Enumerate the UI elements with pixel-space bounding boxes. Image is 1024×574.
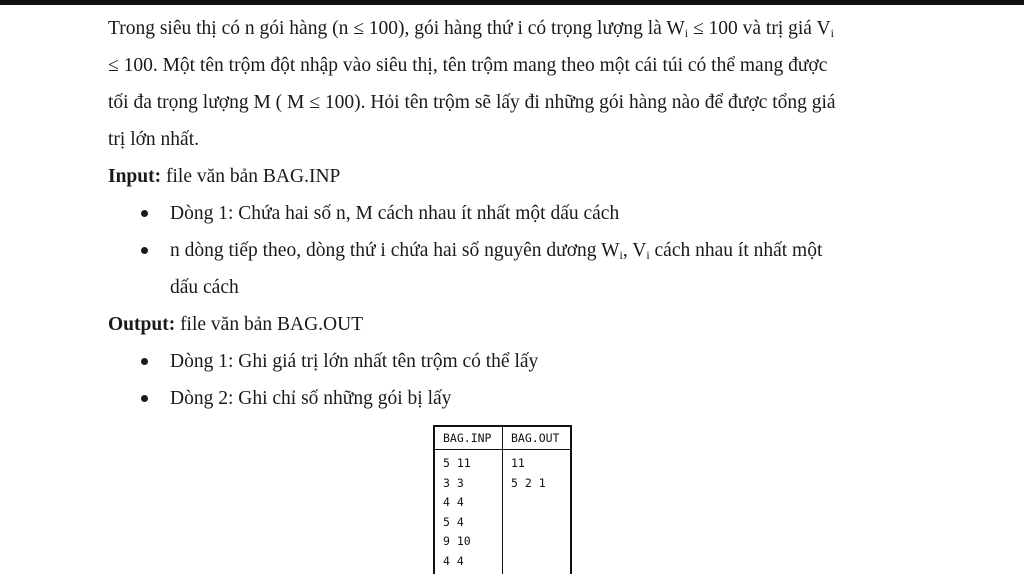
top-border-bar (0, 0, 1024, 5)
input-heading (108, 158, 908, 195)
example-io-table (433, 425, 572, 574)
inp-content-cell: 5 11 3 3 4 4 5 4 9 10 4 4 (434, 450, 503, 574)
bullet-dot (141, 247, 148, 254)
output-bullet-1: Dòng 1: Ghi giá trị lớn nhất tên trộm có thể lấy (108, 343, 895, 380)
intro-line-4: trị lớn nhất. (108, 129, 200, 150)
intro-line-2: ≤ 100. Một tên trộm đột nhập vào siêu thị, tên trộm mang theo một cái túi có thể mang được (108, 55, 828, 76)
inp-header: BAG.INP (434, 426, 503, 450)
out-content-cell: 11 5 2 1 (503, 450, 572, 574)
bullet-dot (141, 395, 148, 402)
table-header-row (434, 426, 571, 450)
output-bullet-list (108, 343, 908, 417)
bullet-dot (141, 210, 148, 217)
output-label: Output: (108, 314, 176, 335)
out-header: BAG.OUT (503, 426, 572, 450)
table-body-row (434, 450, 571, 574)
intro-line-3: tối đa trọng lượng M ( M ≤ 100). Hỏi tên trộm sẽ lấy đi những gói hàng nào để được tổng giá (108, 92, 836, 113)
input-bullet-2: n dòng tiếp theo, dòng thứ i chứa hai số nguyên dương $W_i$, $V_i$ cách nhau ít nhất một dấu cách (108, 232, 895, 306)
output-bullet-2: Dòng 2: Ghi chỉ số những gói bị lấy (108, 380, 895, 417)
intro-line-1: Trong siêu thị có n gói hàng (n ≤ 100), gói hàng thứ i có trọng lượng là $W_i \le 100$ và trị giá $V_i$ (108, 18, 834, 40)
input-label: Input: (108, 166, 162, 187)
bullet-dot (141, 358, 148, 365)
input-bullet-list (108, 195, 908, 306)
output-heading (108, 306, 908, 343)
input-bullet-1: Dòng 1: Chứa hai số n, M cách nhau ít nhất một dấu cách (108, 195, 895, 232)
output-file-text: file văn bản BAG.OUT (175, 314, 364, 335)
problem-text (108, 10, 908, 417)
input-file-text: file văn bản BAG.INP (161, 166, 341, 187)
